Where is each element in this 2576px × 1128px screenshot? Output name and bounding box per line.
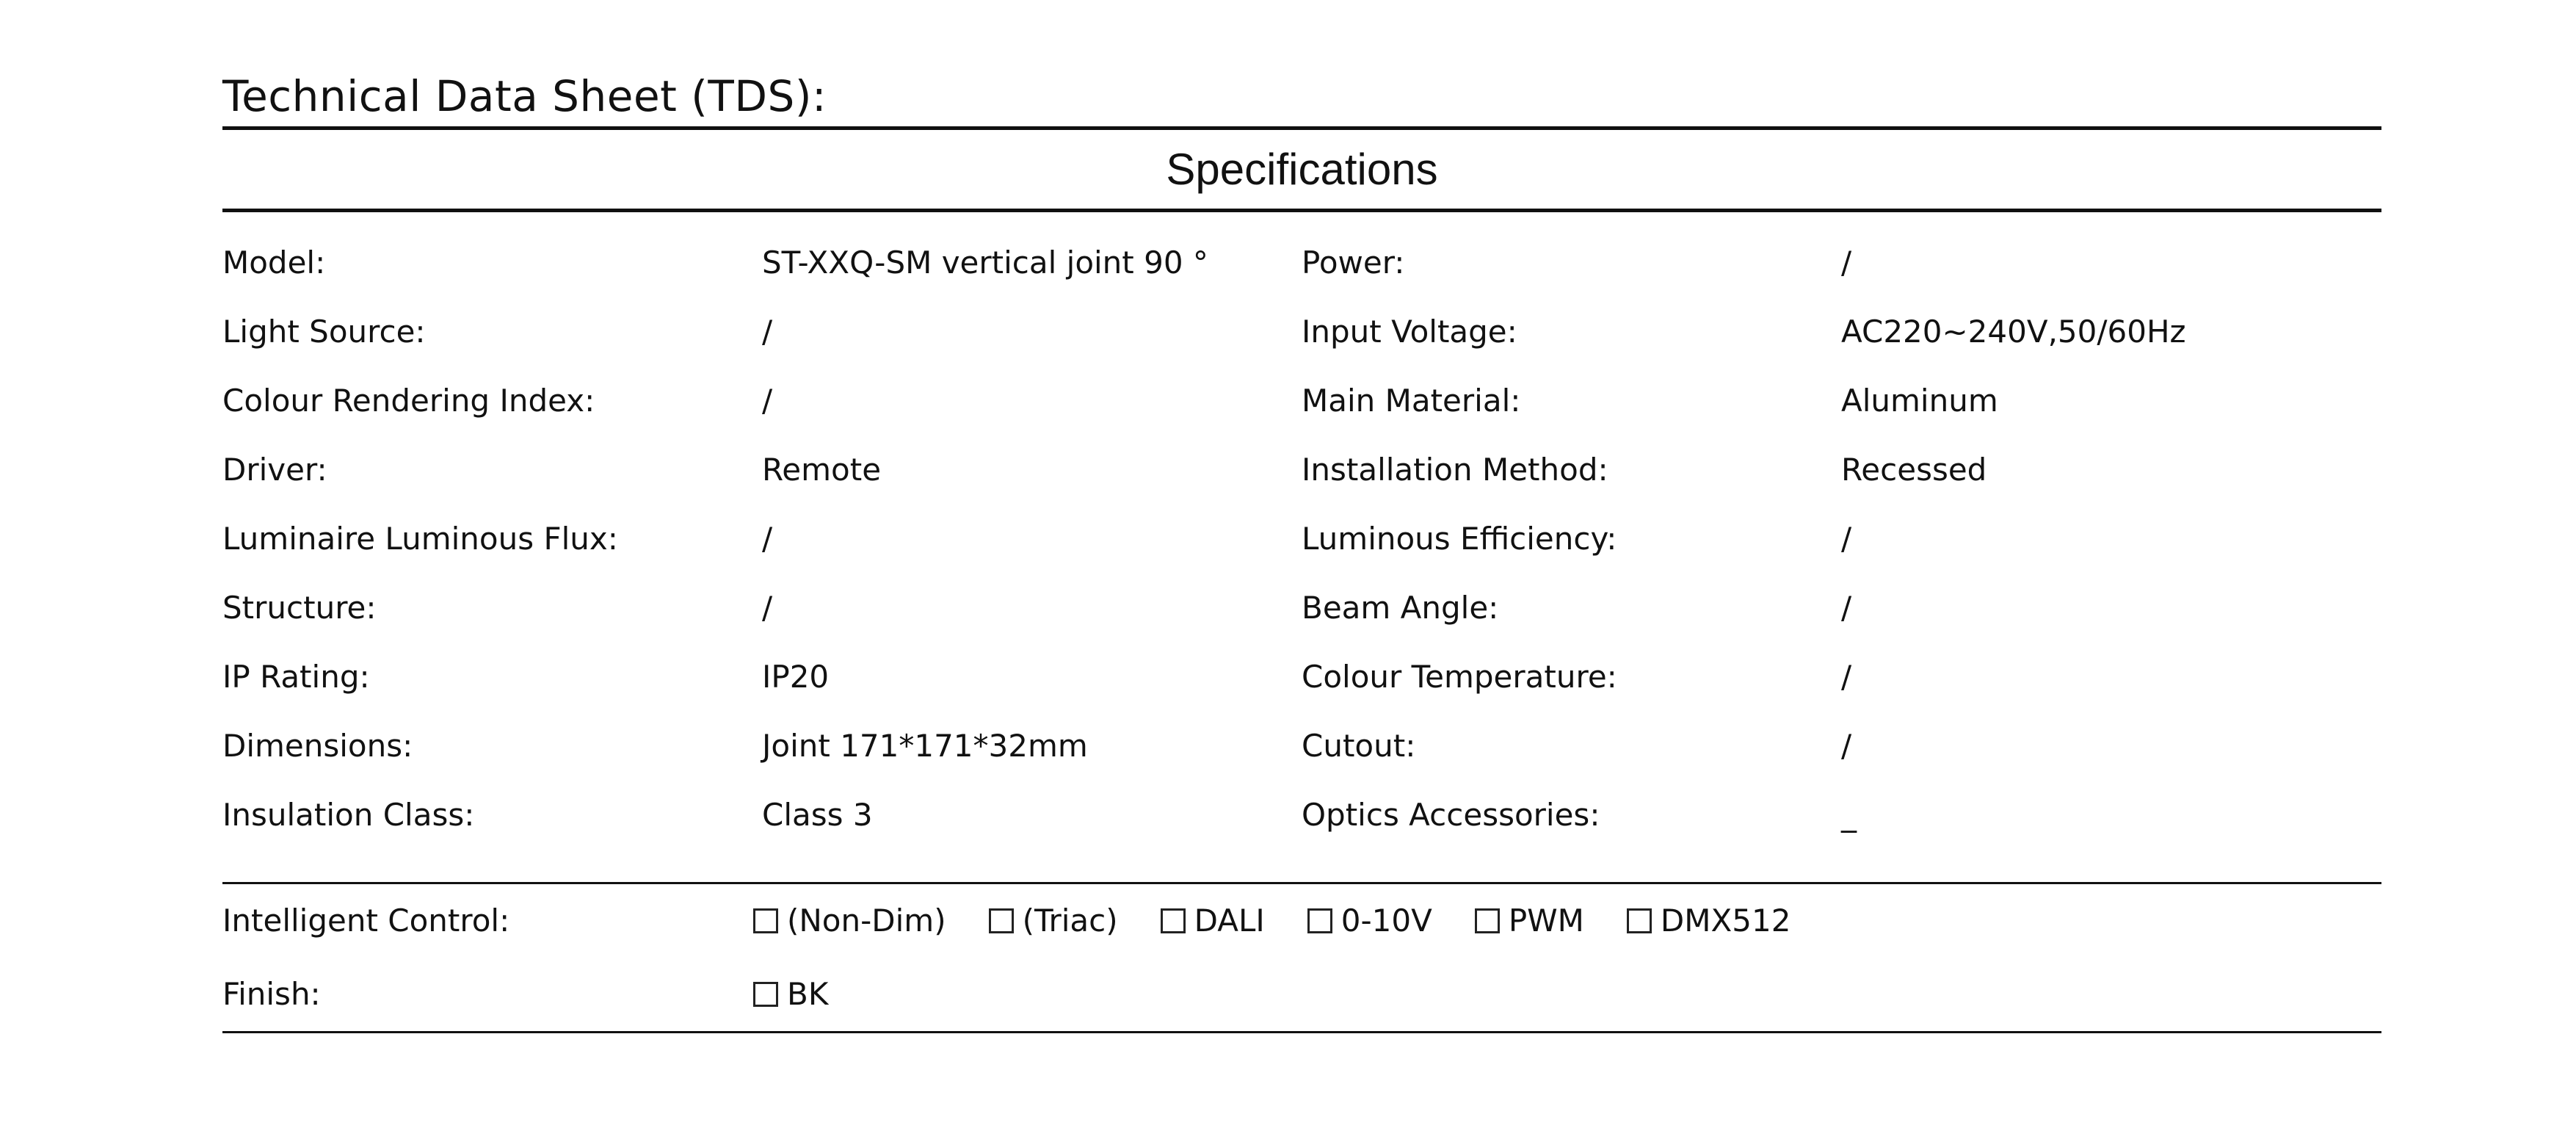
spec-label: Structure:: [222, 590, 377, 626]
checkbox-triac[interactable]: [989, 908, 1014, 933]
spec-value: /: [762, 383, 773, 419]
checkbox-pwm[interactable]: [1475, 908, 1500, 933]
option-label: DALI: [1194, 903, 1265, 939]
finish-label: Finish:: [222, 976, 321, 1012]
spec-label: Optics Accessories:: [1302, 797, 1600, 833]
option-dali[interactable]: [1161, 884, 1265, 958]
checkbox-dali[interactable]: [1161, 908, 1186, 933]
finish-options: [753, 958, 871, 1031]
spec-row: [222, 228, 2381, 297]
spec-label: Colour Temperature:: [1302, 659, 1617, 695]
spec-label: Installation Method:: [1302, 452, 1608, 488]
spec-row: [222, 435, 2381, 505]
spec-label: Light Source:: [222, 314, 426, 350]
spec-value: /: [1841, 521, 1852, 557]
spec-label: Beam Angle:: [1302, 590, 1499, 626]
option-0-10v[interactable]: [1307, 884, 1432, 958]
spec-value: ST-XXQ-SM vertical joint 90 °: [762, 245, 1208, 281]
spec-row: [222, 366, 2381, 435]
spec-row: [222, 574, 2381, 643]
spec-row: [222, 712, 2381, 781]
option-label: BK: [787, 976, 829, 1012]
option-label: PWM: [1508, 903, 1584, 939]
checkbox-0-10v[interactable]: [1307, 908, 1332, 933]
spec-value: /: [762, 521, 773, 557]
spec-row: [222, 297, 2381, 366]
spec-label: Luminaire Luminous Flux:: [222, 521, 618, 557]
specifications-heading: Specifications: [1166, 145, 1438, 194]
spec-label: Model:: [222, 245, 326, 281]
spec-value: /: [762, 314, 773, 350]
spec-value: /: [1841, 659, 1852, 695]
option-dmx512[interactable]: [1627, 884, 1791, 958]
spec-value: Class 3: [762, 797, 873, 833]
checkbox-dmx512[interactable]: [1627, 908, 1652, 933]
spec-label: Luminous Efficiency:: [1302, 521, 1617, 557]
option-label: (Triac): [1022, 903, 1118, 939]
option-label: DMX512: [1660, 903, 1791, 939]
option-label: (Non-Dim): [787, 903, 946, 939]
spec-label: Dimensions:: [222, 728, 413, 764]
spec-row: [222, 781, 2381, 850]
spec-value: IP20: [762, 659, 830, 695]
spec-value: Recessed: [1841, 452, 1987, 488]
option-pwm[interactable]: [1475, 884, 1584, 958]
spec-label: Driver:: [222, 452, 327, 488]
controls-bottom-divider: [222, 1031, 2381, 1033]
spec-value: /: [1841, 728, 1852, 764]
option-label: 0-10V: [1340, 903, 1432, 939]
spec-label: Main Material:: [1302, 383, 1521, 419]
spec-value: Joint 171*171*32mm: [762, 728, 1088, 764]
checkbox-non-dim[interactable]: [753, 908, 778, 933]
spec-row: [222, 505, 2381, 574]
spec-value: /: [1841, 590, 1852, 626]
spec-label: Colour Rendering Index:: [222, 383, 595, 419]
option-bk[interactable]: [753, 958, 828, 1031]
intelligent-control-label: Intelligent Control:: [222, 903, 510, 939]
page-title: Technical Data Sheet (TDS):: [222, 71, 827, 121]
spec-label: Power:: [1302, 245, 1405, 281]
intelligent-control-options: [753, 884, 1833, 958]
spec-label: Input Voltage:: [1302, 314, 1517, 350]
spec-value: AC220~240V,50/60Hz: [1841, 314, 2186, 350]
finish-row: [222, 958, 2381, 1031]
spec-value: /: [762, 590, 773, 626]
technical-data-sheet: [222, 66, 2381, 1033]
spec-value: /: [1841, 245, 1852, 281]
option-triac[interactable]: [989, 884, 1118, 958]
spec-label: IP Rating:: [222, 659, 370, 695]
spec-label: Insulation Class:: [222, 797, 475, 833]
checkbox-bk[interactable]: [753, 982, 778, 1007]
specifications-table: [222, 212, 2381, 882]
intelligent-control-row: [222, 884, 2381, 958]
spec-row: [222, 643, 2381, 712]
option-non-dim[interactable]: [753, 884, 946, 958]
spec-value: Aluminum: [1841, 383, 1998, 419]
controls-section: [222, 884, 2381, 1031]
spec-value: _: [1841, 797, 1857, 833]
spec-value: Remote: [762, 452, 882, 488]
spec-label: Cutout:: [1302, 728, 1416, 764]
